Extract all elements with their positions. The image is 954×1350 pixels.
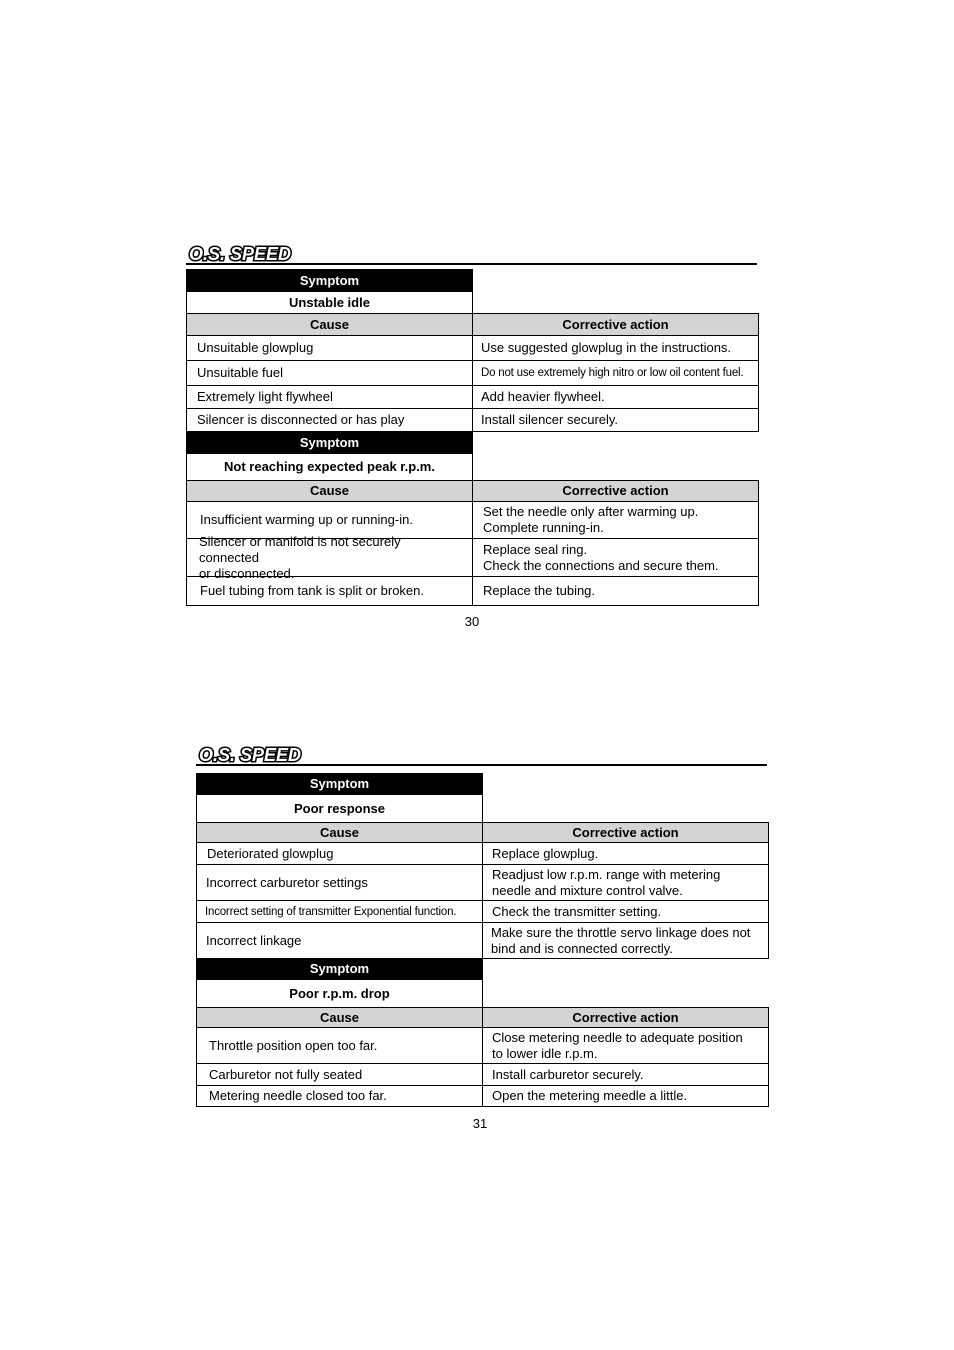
symptom-label-row: [196, 958, 482, 980]
symptom-label: Symptom: [196, 773, 483, 795]
logo-lettering: O.S. SPEED: [199, 745, 302, 765]
action-header: Corrective action: [482, 1007, 769, 1028]
symptom-label: Symptom: [186, 432, 473, 454]
table-row: [196, 864, 768, 901]
cause-cell: Silencer or manifold is not securely connected or disconnected.: [186, 538, 473, 577]
table-row: [196, 922, 768, 959]
table-row: [196, 1063, 768, 1086]
symptom-row: [186, 453, 472, 481]
table-row: [186, 533, 758, 581]
symptom-row: [196, 979, 482, 1008]
logo-lettering: O.S. SPEED: [189, 244, 292, 264]
cause-cell: Unsuitable fuel: [186, 360, 473, 386]
cause-cell: Extremely light flywheel: [186, 385, 473, 409]
table-row: [196, 1027, 768, 1064]
cause-header: Cause: [186, 480, 473, 502]
symptom-value: Not reaching expected peak r.p.m.: [186, 453, 473, 481]
cause-cell: Incorrect linkage: [196, 922, 483, 959]
action-cell: Add heavier flywheel.: [472, 385, 759, 409]
table-row: [196, 900, 768, 923]
symptom-label: Symptom: [186, 269, 473, 292]
action-cell: Readjust low r.p.m. range with metering needle and mixture control valve.: [482, 864, 769, 901]
header-rule: [196, 764, 767, 766]
symptom-row: [196, 794, 482, 823]
table-row: [196, 1085, 768, 1107]
table-row: [186, 408, 758, 432]
action-cell: Make sure the throttle servo linkage does not bind and is connected correctly.: [482, 922, 769, 959]
cause-cell: Carburetor not fully seated: [196, 1063, 483, 1086]
action-cell: Install silencer securely.: [472, 408, 759, 432]
action-header: Corrective action: [472, 313, 759, 336]
symptom-value: Poor r.p.m. drop: [196, 979, 483, 1008]
cause-cell: Throttle position open too far.: [196, 1027, 483, 1064]
cause-cell: Incorrect setting of transmitter Exponential function.: [196, 900, 483, 923]
action-cell: Replace the tubing.: [472, 576, 759, 606]
cause-cell: Silencer is disconnected or has play: [186, 408, 473, 432]
symptom-label-row: [196, 773, 482, 795]
symptom-value: Unstable idle: [186, 291, 473, 314]
action-cell: Replace glowplug.: [482, 842, 769, 865]
action-cell: Replace seal ring. Check the connections and secure them.: [472, 538, 759, 577]
action-header: Corrective action: [482, 822, 769, 843]
column-header-row: [186, 313, 758, 336]
cause-cell: Unsuitable glowplug: [186, 335, 473, 361]
column-header-row: [186, 480, 758, 502]
column-header-row: [196, 822, 768, 843]
symptom-label-row: [186, 432, 472, 454]
action-cell: Open the metering meedle a little.: [482, 1085, 769, 1107]
symptom-value: Poor response: [196, 794, 483, 823]
action-cell: Close metering needle to adequate position to lower idle r.p.m.: [482, 1027, 769, 1064]
cause-cell: Fuel tubing from tank is split or broken.: [186, 576, 473, 606]
cause-header: Cause: [196, 1007, 483, 1028]
action-cell: Install carburetor securely.: [482, 1063, 769, 1086]
cause-cell: Metering needle closed too far.: [196, 1085, 483, 1107]
table-row: [186, 360, 758, 386]
cause-cell: Incorrect carburetor settings: [196, 864, 483, 901]
symptom-row: [186, 291, 472, 314]
table-row: [186, 385, 758, 409]
table-row: [196, 842, 768, 865]
action-cell: Check the transmitter setting.: [482, 900, 769, 923]
table-row: [186, 335, 758, 361]
symptom-label: Symptom: [196, 958, 483, 980]
cause-header: Cause: [186, 313, 473, 336]
cause-header: Cause: [196, 822, 483, 843]
cause-cell: Deteriorated glowplug: [196, 842, 483, 865]
symptom-label-row: [186, 269, 472, 292]
cause-cell: Insufficient warming up or running-in.: [186, 501, 473, 539]
page-number: 30: [464, 614, 480, 629]
column-header-row: [196, 1007, 768, 1028]
action-header: Corrective action: [472, 480, 759, 502]
os-speed-logo: [186, 243, 314, 265]
action-cell: Do not use extremely high nitro or low oil content fuel.: [472, 360, 759, 386]
os-speed-logo: [196, 744, 324, 766]
page-number: 31: [472, 1116, 488, 1131]
action-cell: Set the needle only after warming up. Complete running-in.: [472, 501, 759, 539]
header-rule: [186, 263, 757, 265]
table-row: [186, 576, 758, 606]
action-cell: Use suggested glowplug in the instructions.: [472, 335, 759, 361]
